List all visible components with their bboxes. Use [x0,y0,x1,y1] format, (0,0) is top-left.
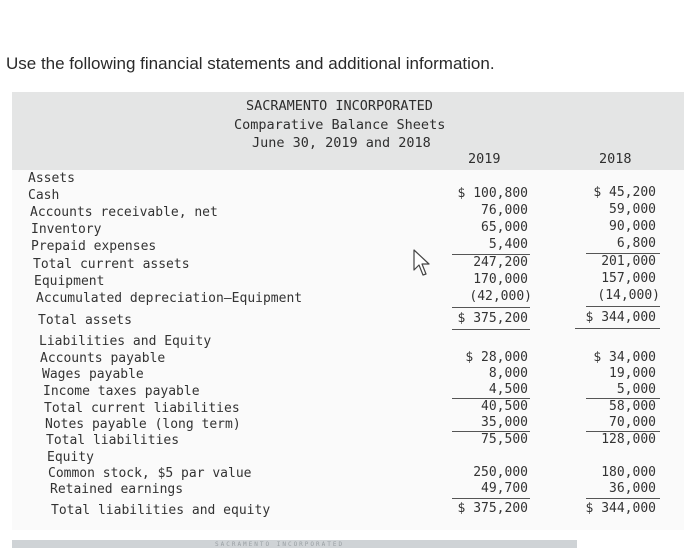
value-2018-accounts-receivable: 59,000 [609,202,656,217]
row-label-total-liabilities-equity: Total liabilities and equity [51,503,271,518]
value-2018-accounts-payable: $ 34,000 [593,350,656,365]
value-2018-retained-earnings: 36,000 [609,481,656,496]
value-2019-notes-payable: 35,000 [481,415,528,430]
value-2019-prepaid-expenses: 5,400 [488,237,528,252]
value-2019-cash: $ 100,800 [457,186,528,201]
value-2018-inventory: 90,000 [609,219,656,234]
mouse-pointer-icon [412,248,434,278]
liabilities-equity-heading: Liabilities and Equity [39,334,212,349]
row-label-equipment: Equipment [34,274,105,289]
company-name: SACRAMENTO INCORPORATED [246,98,433,114]
value-2019-accounts-receivable: 76,000 [481,203,528,218]
row-label-retained-earnings: Retained earnings [50,482,184,497]
instruction-text: Use the following financial statements and additional information. [6,54,495,73]
value-2018-total-current-assets: 201,000 [601,254,656,269]
statement-title: Comparative Balance Sheets [234,117,446,133]
row-label-total-current-liabilities: Total current liabilities [44,401,240,416]
rule-2019-equity [452,498,530,499]
value-2019-equipment: 170,000 [473,272,528,287]
row-label-inventory: Inventory [31,222,102,237]
value-2019-accounts-payable: $ 28,000 [465,350,528,365]
statement-date: June 30, 2019 and 2018 [252,135,431,151]
value-2018-cash: $ 45,200 [593,185,656,200]
row-label-income-taxes-payable: Income taxes payable [43,384,200,399]
row-label-total-liabilities: Total liabilities [46,433,180,448]
value-2019-accumulated-depreciation: (42,000) [469,289,532,304]
value-2019-income-taxes: 4,500 [488,382,528,397]
value-2019-wages-payable: 8,000 [488,366,528,381]
assets-heading: Assets [28,171,75,186]
value-2019-total-liabilities-equity: $ 375,200 [457,501,528,516]
value-2018-total-current-liabilities: 58,000 [609,399,656,414]
value-2019-total-assets: $ 375,200 [457,311,528,326]
row-label-wages-payable: Wages payable [42,367,144,382]
statement-header [12,92,684,170]
value-2018-income-taxes: 5,000 [616,382,656,397]
double-rule-2018-assets [575,328,660,329]
row-label-accounts-payable: Accounts payable [40,351,166,366]
value-2018-notes-payable: 70,000 [609,415,656,430]
row-label-prepaid-expenses: Prepaid expenses [31,239,157,254]
row-label-cash: Cash [28,188,60,203]
next-statement-title-partial: SACRAMENTO INCORPORATED [215,541,345,548]
row-label-total-assets: Total assets [38,313,132,328]
row-label-total-current-assets: Total current assets [33,257,190,272]
value-2019-retained-earnings: 49,700 [481,481,528,496]
column-header-2019: 2019 [468,151,501,167]
value-2019-total-current-liabilities: 40,500 [481,399,528,414]
value-2018-total-liabilities: 128,000 [601,432,656,447]
row-label-accumulated-depreciation: Accumulated depreciation—Equipment [36,291,303,306]
row-label-accounts-receivable: Accounts receivable, net [30,205,218,220]
value-2018-common-stock: 180,000 [601,465,656,480]
value-2018-equipment: 157,000 [601,271,656,286]
value-2019-inventory: 65,000 [481,220,528,235]
value-2018-total-liabilities-equity: $ 344,000 [585,501,656,516]
rule-2019-total-assets [452,307,530,308]
row-label-common-stock: Common stock, $5 par value [48,466,252,481]
double-rule-2019-assets [452,329,530,330]
equity-heading: Equity [47,450,94,465]
row-label-notes-payable: Notes payable (long term) [45,417,241,432]
column-header-2018: 2018 [599,151,632,167]
value-2018-prepaid-expenses: 6,800 [616,236,656,251]
value-2018-total-assets: $ 344,000 [585,310,656,325]
value-2019-total-current-assets: 247,200 [473,255,528,270]
value-2018-wages-payable: 19,000 [609,366,656,381]
rule-2018-total-assets [586,306,660,307]
value-2019-total-liabilities: 75,500 [481,432,528,447]
rule-2018-equity [586,498,660,499]
value-2018-accumulated-depreciation: (14,000) [597,288,660,303]
value-2019-common-stock: 250,000 [473,465,528,480]
